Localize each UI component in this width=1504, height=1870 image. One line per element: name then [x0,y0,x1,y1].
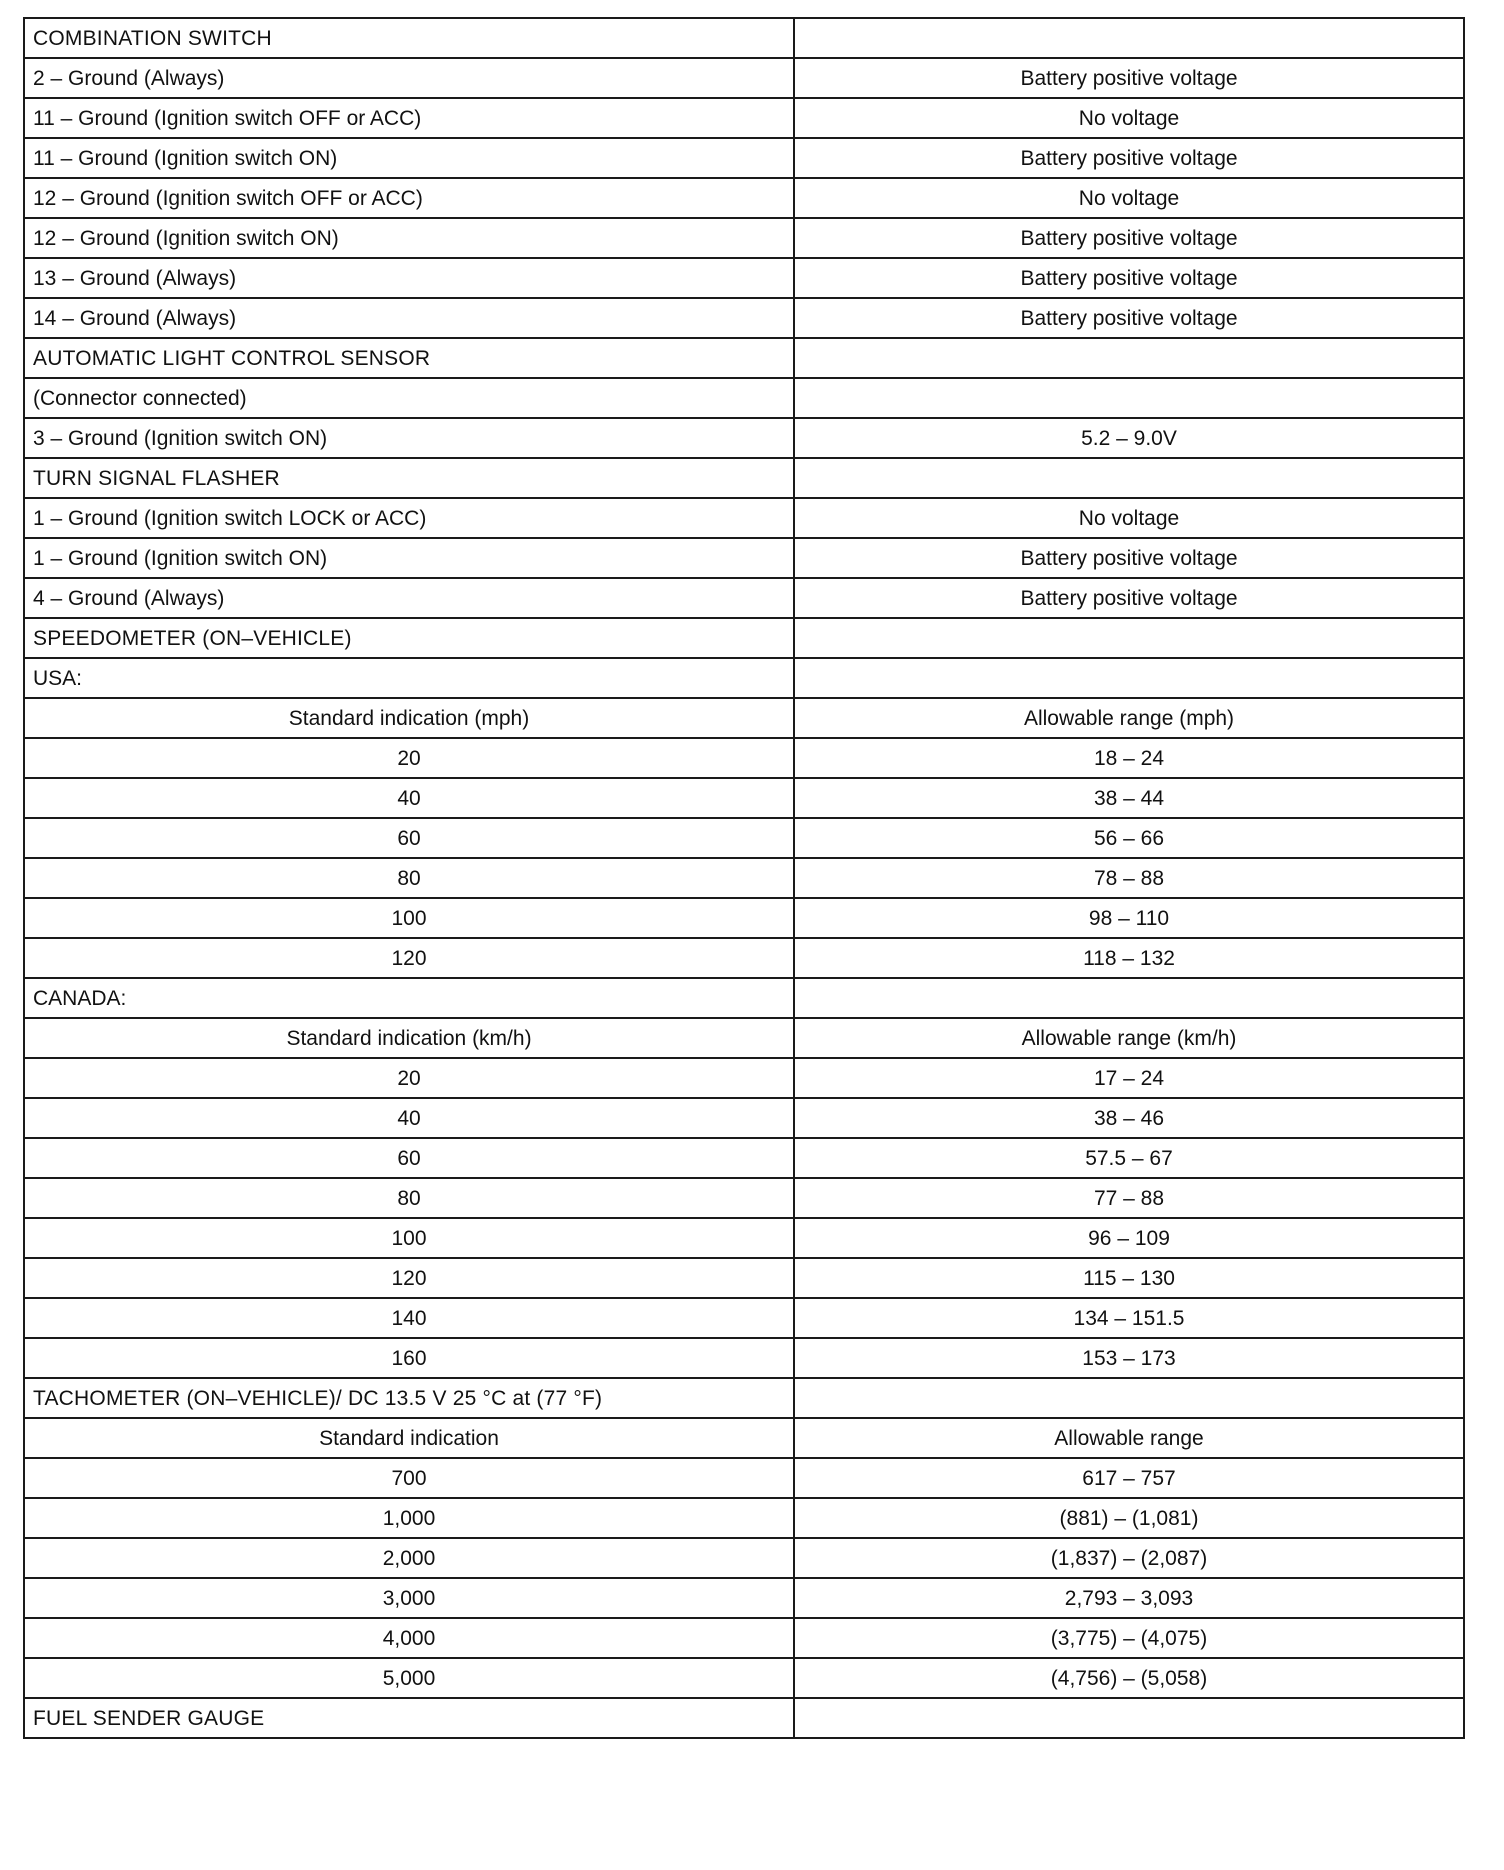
table-row [24,1338,1464,1378]
section-header-row [24,1378,1464,1418]
table-row [24,138,1464,178]
voltage-value: Battery positive voltage [794,58,1464,98]
terminal-label: 1 – Ground (Ignition switch LOCK or ACC) [24,498,794,538]
voltage-value: Battery positive voltage [794,138,1464,178]
voltage-value: No voltage [794,498,1464,538]
table-row [24,1498,1464,1538]
table-row [24,1138,1464,1178]
table-row [24,498,1464,538]
allowable-range: 57.5 – 67 [794,1138,1464,1178]
voltage-value: Battery positive voltage [794,578,1464,618]
standard-indication: 60 [24,1138,794,1178]
standard-indication: 4,000 [24,1618,794,1658]
voltage-value: Battery positive voltage [794,218,1464,258]
voltage-value: Battery positive voltage [794,298,1464,338]
column-header-range: Allowable range [794,1418,1464,1458]
section-note: (Connector connected) [24,378,794,418]
standard-indication: 40 [24,1098,794,1138]
standard-indication: 60 [24,818,794,858]
standard-indication: 100 [24,1218,794,1258]
region-label: USA: [24,658,794,698]
table-row [24,298,1464,338]
section-title: SPEEDOMETER (ON–VEHICLE) [24,618,794,658]
region-row [24,658,1464,698]
column-header-standard: Standard indication (mph) [24,698,794,738]
standard-indication: 40 [24,778,794,818]
column-header-row [24,1418,1464,1458]
allowable-range: (4,756) – (5,058) [794,1658,1464,1698]
empty-cell [794,18,1464,58]
terminal-label: 3 – Ground (Ignition switch ON) [24,418,794,458]
voltage-value: Battery positive voltage [794,258,1464,298]
standard-indication: 80 [24,1178,794,1218]
column-header-standard: Standard indication (km/h) [24,1018,794,1058]
table-row [24,178,1464,218]
standard-indication: 160 [24,1338,794,1378]
standard-indication: 140 [24,1298,794,1338]
table-row [24,1578,1464,1618]
allowable-range: 118 – 132 [794,938,1464,978]
standard-indication: 100 [24,898,794,938]
empty-cell [794,658,1464,698]
table-row [24,218,1464,258]
table-row [24,1258,1464,1298]
allowable-range: 56 – 66 [794,818,1464,858]
allowable-range: 78 – 88 [794,858,1464,898]
allowable-range: 17 – 24 [794,1058,1464,1098]
allowable-range: 96 – 109 [794,1218,1464,1258]
terminal-label: 14 – Ground (Always) [24,298,794,338]
region-row [24,978,1464,1018]
note-row [24,378,1464,418]
section-header-row [24,18,1464,58]
table-row [24,578,1464,618]
empty-cell [794,378,1464,418]
table-row [24,1098,1464,1138]
spec-sheet [23,17,1463,1739]
empty-cell [794,338,1464,378]
empty-cell [794,1698,1464,1738]
table-row [24,818,1464,858]
allowable-range: 2,793 – 3,093 [794,1578,1464,1618]
allowable-range: 115 – 130 [794,1258,1464,1298]
column-header-range: Allowable range (km/h) [794,1018,1464,1058]
terminal-label: 13 – Ground (Always) [24,258,794,298]
voltage-value: No voltage [794,98,1464,138]
table-row [24,1178,1464,1218]
terminal-label: 11 – Ground (Ignition switch ON) [24,138,794,178]
standard-indication: 3,000 [24,1578,794,1618]
table-row [24,1218,1464,1258]
allowable-range: 38 – 44 [794,778,1464,818]
allowable-range: (1,837) – (2,087) [794,1538,1464,1578]
table-row [24,1058,1464,1098]
standard-indication: 120 [24,1258,794,1298]
allowable-range: 18 – 24 [794,738,1464,778]
table-row [24,898,1464,938]
standard-indication: 2,000 [24,1538,794,1578]
terminal-label: 2 – Ground (Always) [24,58,794,98]
allowable-range: 77 – 88 [794,1178,1464,1218]
section-header-row [24,458,1464,498]
standard-indication: 1,000 [24,1498,794,1538]
section-title: AUTOMATIC LIGHT CONTROL SENSOR [24,338,794,378]
empty-cell [794,618,1464,658]
standard-indication: 120 [24,938,794,978]
table-row [24,1458,1464,1498]
table-row [24,418,1464,458]
section-header-row [24,618,1464,658]
table-row [24,1618,1464,1658]
section-title: TACHOMETER (ON–VEHICLE)/ DC 13.5 V 25 °C at (77 °F) [24,1378,794,1418]
section-title: TURN SIGNAL FLASHER [24,458,794,498]
section-header-row [24,338,1464,378]
section-header-row [24,1698,1464,1738]
table-row [24,258,1464,298]
voltage-value: Battery positive voltage [794,538,1464,578]
terminal-label: 12 – Ground (Ignition switch ON) [24,218,794,258]
column-header-standard: Standard indication [24,1418,794,1458]
column-header-row [24,1018,1464,1058]
table-row [24,1538,1464,1578]
table-row [24,778,1464,818]
table-row [24,58,1464,98]
allowable-range: 98 – 110 [794,898,1464,938]
region-label: CANADA: [24,978,794,1018]
voltage-value: 5.2 – 9.0V [794,418,1464,458]
terminal-label: 1 – Ground (Ignition switch ON) [24,538,794,578]
column-header-range: Allowable range (mph) [794,698,1464,738]
spec-table [23,17,1465,1739]
allowable-range: 134 – 151.5 [794,1298,1464,1338]
allowable-range: (3,775) – (4,075) [794,1618,1464,1658]
section-title: FUEL SENDER GAUGE [24,1698,794,1738]
table-row [24,938,1464,978]
table-row [24,858,1464,898]
allowable-range: (881) – (1,081) [794,1498,1464,1538]
table-row [24,98,1464,138]
table-row [24,1298,1464,1338]
standard-indication: 5,000 [24,1658,794,1698]
terminal-label: 12 – Ground (Ignition switch OFF or ACC) [24,178,794,218]
standard-indication: 20 [24,738,794,778]
standard-indication: 700 [24,1458,794,1498]
allowable-range: 38 – 46 [794,1098,1464,1138]
table-row [24,1658,1464,1698]
allowable-range: 153 – 173 [794,1338,1464,1378]
table-row [24,738,1464,778]
empty-cell [794,458,1464,498]
standard-indication: 80 [24,858,794,898]
empty-cell [794,978,1464,1018]
terminal-label: 11 – Ground (Ignition switch OFF or ACC) [24,98,794,138]
standard-indication: 20 [24,1058,794,1098]
terminal-label: 4 – Ground (Always) [24,578,794,618]
section-title: COMBINATION SWITCH [24,18,794,58]
column-header-row [24,698,1464,738]
table-row [24,538,1464,578]
voltage-value: No voltage [794,178,1464,218]
empty-cell [794,1378,1464,1418]
allowable-range: 617 – 757 [794,1458,1464,1498]
